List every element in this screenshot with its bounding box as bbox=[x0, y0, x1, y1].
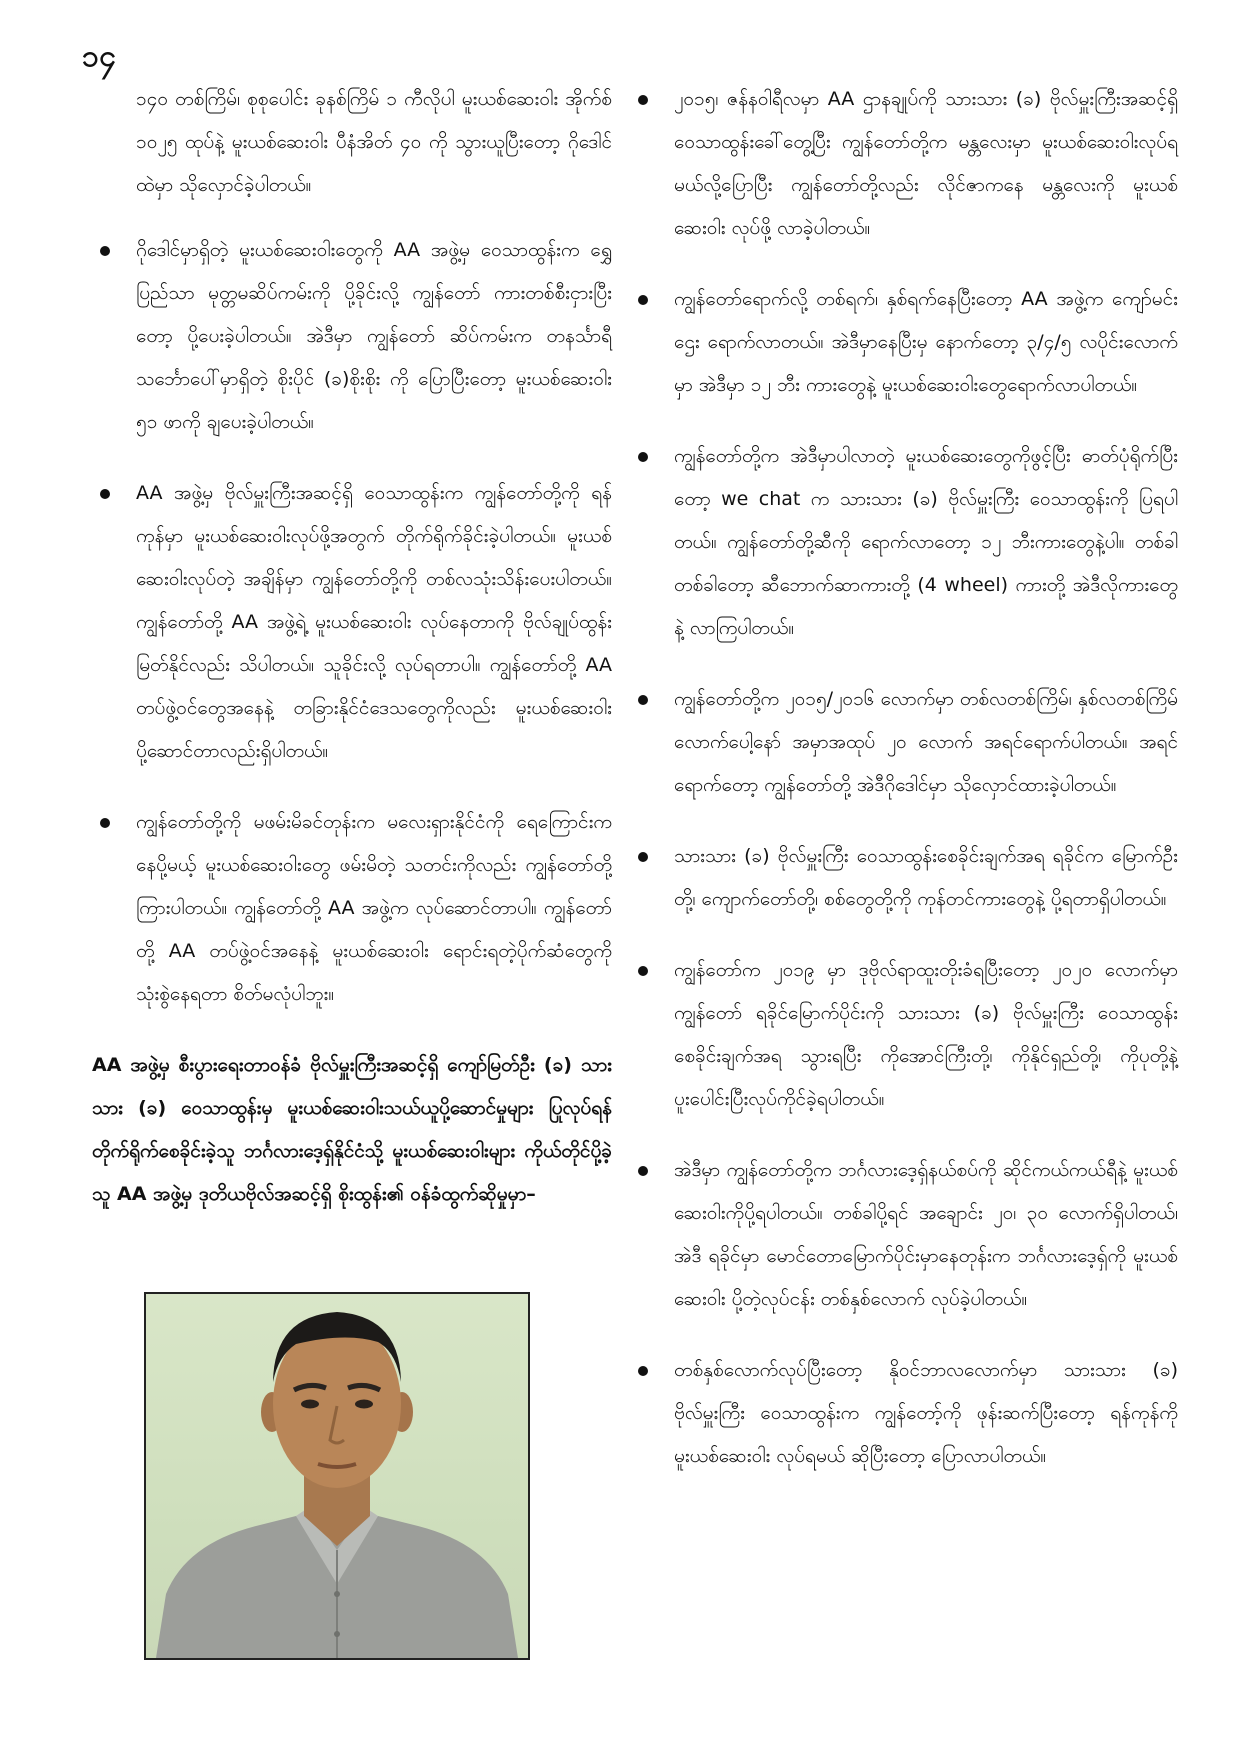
bullet-paragraph: တစ်နှစ်လောက်လုပ်ပြီးတော့ နိုဝင်ဘာလလောက်မှာ သားသား (ခ) ဗိုလ်မှူးကြီး ဝေသာထွန်းက ကျွန်တော့်ကို ဖုန်းဆက်ပြီးတော့ ရန်ကုန်ကို မူးယစ်ဆေးဝါး လုပ်ရမယ် ဆိုပြီးတော့ ပြောလာပါတယ်။ bbox=[630, 1349, 1178, 1478]
bullet-paragraph: AA အဖွဲ့မှ ဗိုလ်မှူးကြီးအဆင့်ရှိ ဝေသာထွန်းက ကျွန်တော်တို့ကို ရန်ကုန်မှာ မူးယစ်ဆေးဝါးလုပ်ဖို့အတွက် တိုက်ရိုက်ခိုင်းခဲ့ပါတယ်။ မူးယစ်ဆေးဝါးလုပ်တဲ့ အချိန်မှာ ကျွန်တော်တို့ကို တစ်လသုံးသိန်းပေးပါတယ်။ ကျွန်တော်တို့ AA အဖွဲ့ရဲ့ မူးယစ်ဆေးဝါး လုပ်နေတာကို ဗိုလ်ချုပ်ထွန်းမြတ်နိုင်လည်း သိပါတယ်။ သူခိုင်းလို့ လုပ်ရတာပါ။ ကျွန်တော်တို့ AA တပ်ဖွဲ့ဝင်တွေအနေနဲ့ တခြားနိုင်ငံဒေသတွေကိုလည်း မူးယစ်ဆေးဝါးပို့ဆောင်တာလည်းရှိပါတယ်။ bbox=[92, 472, 612, 773]
bullet-paragraph: ကျွန်တော်ရောက်လို့ တစ်ရက်၊ နှစ်ရက်နေပြီးတော့ AA အဖွဲ့က ကျော်မင်းဌေး ရောက်လာတယ်။ အဲဒီမှာနေပြီးမှ နောက်တော့ ၃/၄/၅ လပိုင်းလောက်မှာ အဲဒီမှာ ၁၂ ဘီး ကားတွေနဲ့ မူးယစ်ဆေးဝါးတွေရောက်လာပါတယ်။ bbox=[630, 278, 1178, 407]
continuation-paragraph: ၁၄၀ တစ်ကြိမ်၊ စုစုပေါင်း ခုနစ်ကြိမ် ၁ ကီလိုပါ မူးယစ်ဆေးဝါး အိုက်စ် ၁၀၂၅ ထုပ်နဲ့ မူးယစ်ဆေးဝါး ပီနံအိတ် ၄၀ ကို သွားယူပြီးတော့ ဂိုဒေါင်ထဲမှာ သိုလှောင်ခဲ့ပါတယ်။ bbox=[136, 88, 612, 196]
bullet-paragraph: ကျွန်တော်တို့က ၂၀၁၅/၂၀၁၆ လောက်မှာ တစ်လတစ်ကြိမ်၊ နှစ်လတစ်ကြိမ် လောက်ပေါ့နော် အမှာအထုပ် ၂၀ လောက် အရင်ရောက်ပါတယ်။ အရင်ရောက်တော့ ကျွန်တော်တို့ အဲဒီဂိုဒေါင်မှာ သိုလှောင်ထားခဲ့ပါတယ်။ bbox=[630, 678, 1178, 807]
right-column bbox=[630, 78, 1178, 1506]
testimony-intro: AA အဖွဲ့မှ စီးပွားရေးတာဝန်ခံ ဗိုလ်မှူးကြီးအဆင့်ရှိ ကျော်မြတ်ဦး (ခ) သားသား (ခ) ဝေသာထွန်းမှ မူးယစ်ဆေးဝါးသယ်ယူပို့ဆောင်မှုများ ပြုလုပ်ရန် တိုက်ရိုက်စေခိုင်းခဲ့သူ ဘင်္ဂလားဒေ့ရှ်နိုင်ငံသို့ မူးယစ်ဆေးဝါးများ ကိုယ်တိုင်ပို့ခဲ့သူ AA အဖွဲ့မှ ဒုတိယဗိုလ်အဆင့်ရှိ စိုးထွန်း၏ ဝန်ခံထွက်ဆိုမှုမှာ– bbox=[92, 1054, 612, 1205]
bullet-paragraph: ကျွန်တော်တို့က အဲဒီမှာပါလာတဲ့ မူးယစ်ဆေးတွေကိုဖွင့်ပြီး ဓာတ်ပုံရိုက်ပြီးတော့ we chat က သားသား (ခ) ဗိုလ်မှူးကြီး ဝေသာထွန်းကို ပြရပါတယ်။ ကျွန်တော်တို့ဆီကို ရောက်လာတော့ ၁၂ ဘီးကားတွေနဲ့ပါ။ တစ်ခါတစ်ခါတော့ ဆီဘောက်ဆာကားတို့ (4 wheel) ကားတို့ အဲဒီလိုကားတွေနဲ့ လာကြပါတယ်။ bbox=[630, 435, 1178, 650]
left-column bbox=[92, 78, 612, 1216]
page-number: ၁၄ bbox=[82, 39, 116, 74]
bullet-paragraph: ကျွန်တော်တို့ကို မဖမ်းမိခင်တုန်းက မလေးရှားနိုင်ငံကို ရေကြောင်းကနေပို့မယ့် မူးယစ်ဆေးဝါးတွေ ဖမ်းမိတဲ့ သတင်းကိုလည်း ကျွန်တော်တို့ ကြားပါတယ်။ ကျွန်တော်တို့ AA အဖွဲ့က လုပ်ဆောင်တာပါ။ ကျွန်တော်တို့ AA တပ်ဖွဲ့ဝင်အနေနဲ့ မူးယစ်ဆေးဝါး ရောင်းရတဲ့ပိုက်ဆံတွေကို သုံးစွဲနေရတာ စိတ်မလုံပါဘူး။ bbox=[92, 801, 612, 1016]
bullet-paragraph: ကျွန်တော်က ၂၀၁၉ မှာ ဒုဗိုလ်ရာထူးတိုးခံရပြီးတော့ ၂၀၂၀ လောက်မှာ ကျွန်တော် ရခိုင်မြောက်ပိုင်းကို သားသား (ခ) ဗိုလ်မှူးကြီး ဝေသာထွန်းစေခိုင်းချက်အရ သွားရပြီး ကိုအောင်ကြီးတို့၊ ကိုနိုင်ရှည်တို့၊ ကိုပုတို့နဲ့ ပူးပေါင်းပြီးလုပ်ကိုင်ခဲ့ရပါတယ်။ bbox=[630, 949, 1178, 1121]
bullet-paragraph: ၂၀၁၅၊ ဇန်နဝါရီလမှာ AA ဌာနချုပ်ကို သားသား (ခ) ဗိုလ်မှူးကြီးအဆင့်ရှိ ဝေသာထွန်းခေါ်တွေ့ပြီး ကျွန်တော်တို့က မန္တလေးမှာ မူးယစ်ဆေးဝါးလုပ်ရမယ်လို့ပြောပြီး ကျွန်တော်တို့လည်း လိုင်ဇာကနေ မန္တလေးကို မူးယစ်ဆေးဝါး လုပ်ဖို့ လာခဲ့ပါတယ်။ bbox=[630, 78, 1178, 250]
bullet-paragraph: သားသား (ခ) ဗိုလ်မှူးကြီး ဝေသာထွန်းစေခိုင်းချက်အရ ရခိုင်က မြောက်ဦးတို့၊ ကျောက်တော်တို့၊ စစ်တွေတို့ကို ကုန်တင်ကားတွေနဲ့ ပို့ရတာရှိပါတယ်။ bbox=[630, 835, 1178, 921]
portrait-photo bbox=[144, 1292, 530, 1660]
bullet-paragraph: ဂိုဒေါင်မှာရှိတဲ့ မူးယစ်ဆေးဝါးတွေကို AA အဖွဲ့မှ ဝေသာထွန်းက ရွှေပြည်သာ မုတ္တမဆိပ်ကမ်းကို ပို့ခိုင်းလို့ ကျွန်တော် ကားတစ်စီးငှားပြီးတော့ ပို့ပေးခဲ့ပါတယ်။ အဲဒီမှာ ကျွန်တော် ဆိပ်ကမ်းက တနင်္သာရီသင်္ဘောပေါ်မှာရှိတဲ့ စိုးပိုင် (ခ)စိုးစိုး ကို ပြောပြီးတော့ မူးယစ်ဆေးဝါး ၅၁ ဖာကို ချပေးခဲ့ပါတယ်။ bbox=[92, 229, 612, 444]
bullet-paragraph: အဲဒီမှာ ကျွန်တော်တို့က ဘင်္ဂလားဒေ့ရှ်နယ်စပ်ကို ဆိုင်ကယ်ကယ်ရီနဲ့ မူးယစ်ဆေးဝါးကိုပို့ရပါတယ်။ တစ်ခါပို့ရင် အချောင်း ၂၀၊ ၃၀ လောက်ရှိပါတယ်၊ အဲဒီ ရခိုင်မှာ မောင်တောမြောက်ပိုင်းမှာနေတုန်းက ဘင်္ဂလားဒေ့ရှ်ကို မူးယစ်ဆေးဝါး ပို့တဲ့လုပ်ငန်း တစ်နှစ်လောက် လုပ်ခဲ့ပါတယ်။ bbox=[630, 1149, 1178, 1321]
portrait-image bbox=[146, 1294, 528, 1658]
